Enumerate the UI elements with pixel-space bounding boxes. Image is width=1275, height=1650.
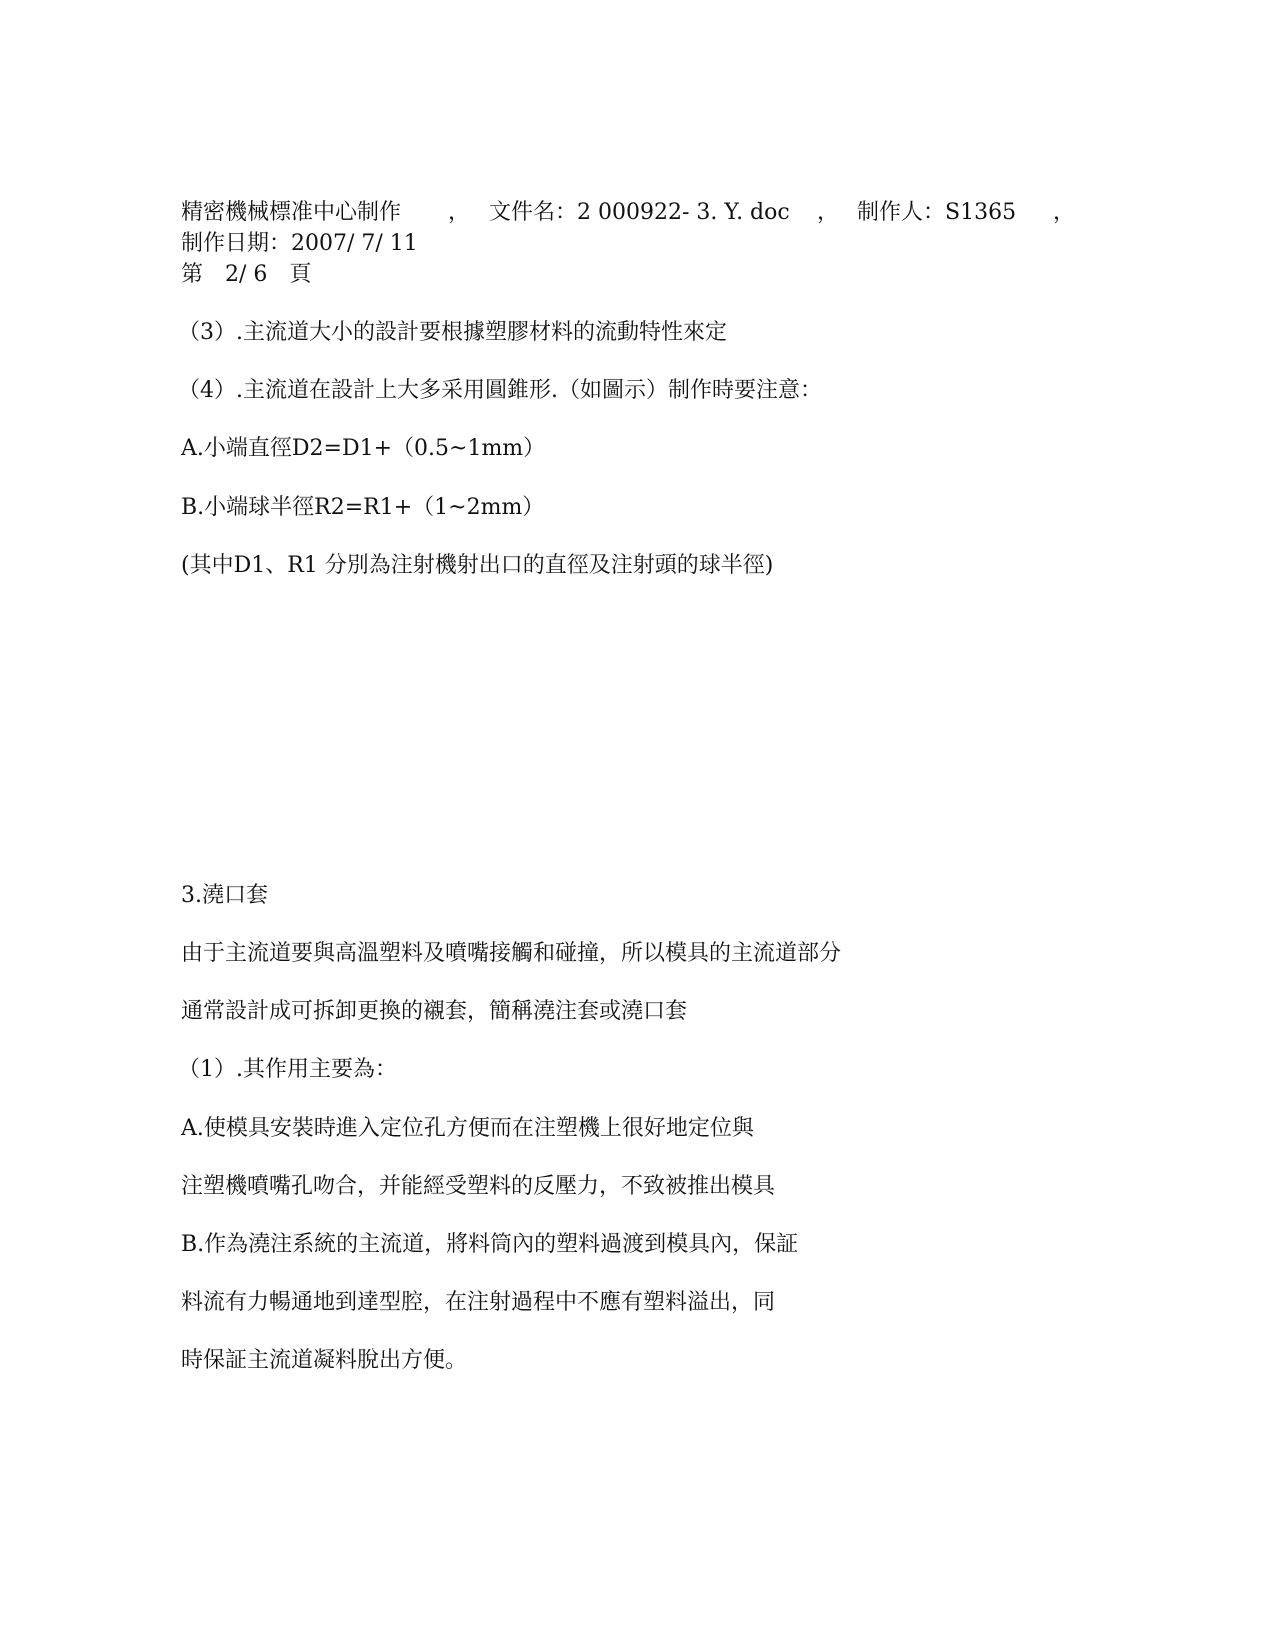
paragraph: 由于主流道要與高溫塑料及噴嘴接觸和碰撞，所以模具的主流道部分 <box>181 941 842 966</box>
header-author: 制作人：S1365 <box>857 200 1017 225</box>
paragraph: 通常設計成可拆卸更換的襯套，簡稱澆注套或澆口套 <box>181 999 688 1024</box>
page-number: 第 2/ 6 頁 <box>181 262 312 287</box>
header-date: 制作日期：2007/ 7/ 11 <box>181 231 418 256</box>
paragraph: （1）.其作用主要為： <box>178 1057 397 1082</box>
paragraph: （4）.主流道在設計上大多采用圓錐形.（如圖示）制作時要注意： <box>178 378 822 403</box>
header-separator: ， <box>817 200 840 225</box>
header-separator: ， <box>1053 200 1076 225</box>
paragraph: （3）.主流道大小的設計要根據塑膠材料的流動特性來定 <box>178 320 727 345</box>
header-line <box>181 198 1081 228</box>
paragraph: A.使模具安裝時進入定位孔方便而在注塑機上很好地定位與 <box>181 1116 754 1141</box>
paragraph: 注塑機噴嘴孔吻合，并能經受塑料的反壓力，不致被推出模具 <box>181 1174 776 1199</box>
header-org: 精密機械標准中心制作 <box>181 200 402 225</box>
header-separator: ， <box>448 200 471 225</box>
paragraph: B.作為澆注系統的主流道，將料筒內的塑料過渡到模具內，保証 <box>181 1232 799 1257</box>
paragraph: 時保証主流道凝料脫出方便。 <box>181 1348 468 1373</box>
section-heading: 3.澆口套 <box>181 883 268 908</box>
paragraph: 料流有力暢通地到達型腔，在注射過程中不應有塑料溢出，同 <box>181 1290 776 1315</box>
paragraph: A.小端直徑D2=D1+（0.5~1mm） <box>181 436 546 461</box>
header-filename: 文件名：2 000922- 3. Y. doc <box>489 200 790 225</box>
paragraph: (其中D1、R1 分別為注射機射出口的直徑及注射頭的球半徑) <box>181 553 774 578</box>
paragraph: B.小端球半徑R2=R1+（1~2mm） <box>181 495 545 520</box>
